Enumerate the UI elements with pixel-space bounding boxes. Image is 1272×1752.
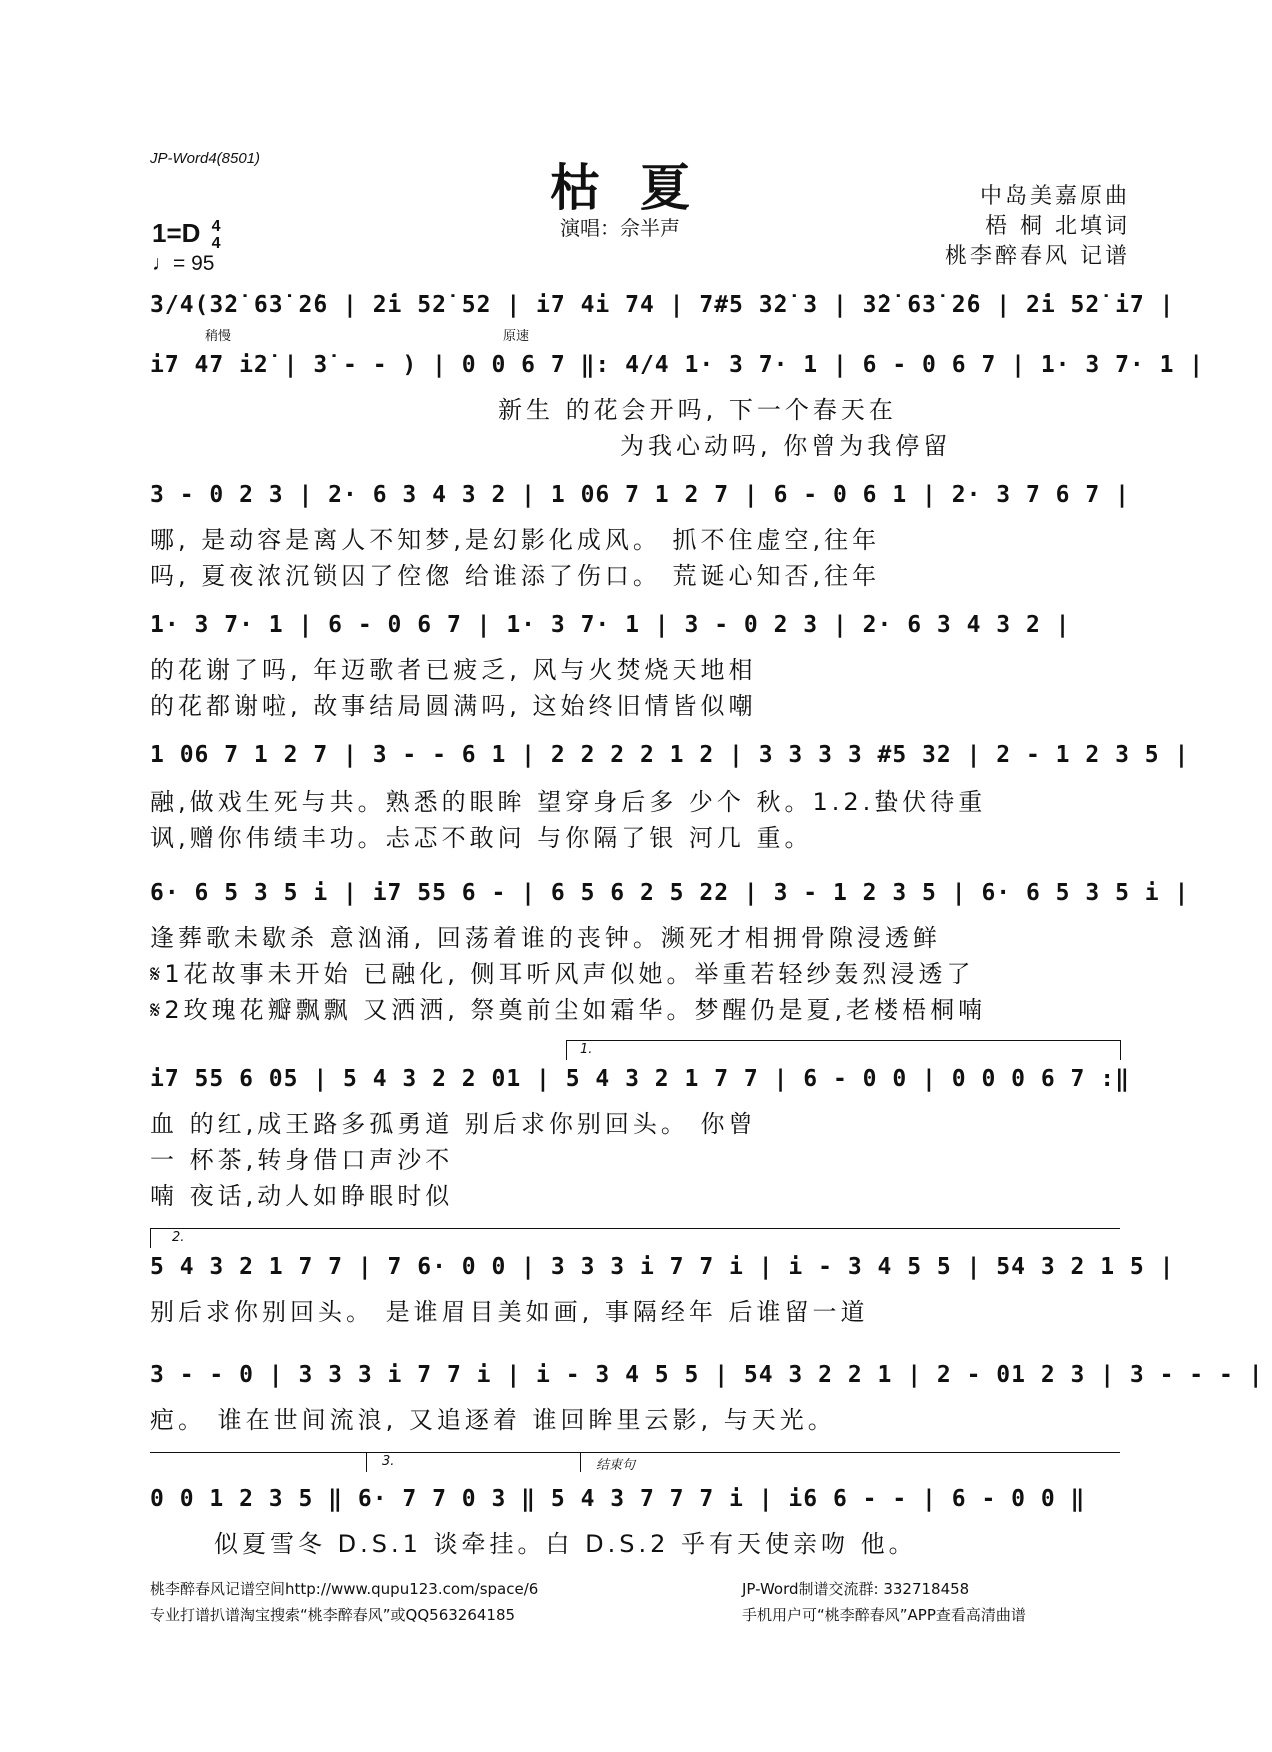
volta-2-bracket-edge: [150, 1228, 151, 1248]
volta-3-bracket-edge: [366, 1452, 367, 1472]
ending-label: 结束句: [596, 1458, 636, 1473]
volta-2-bracket: [150, 1228, 1120, 1229]
notation-row-1: 3/4(3̇2̇ 63̇ 2̇6 | 2̇i 52̇ 52 | i7 4i 74 | 7#5 3̇2̇ 3 | 3̇2̇ 63̇ 2̇6 | 2̇i 52̇ i7 |: [150, 292, 1175, 318]
key-label: 1=D: [152, 218, 201, 248]
footer-taobao-note: 专业打谱扒谱淘宝搜索“桃李醉春风”或QQ563264185: [150, 1606, 516, 1624]
lyric-row-6-verse-3: 𝄋2玫瑰花瓣飘飘 又洒洒, 祭奠前尘如霜华。梦醒仍是夏,老楼梧桐喃: [150, 996, 987, 1024]
volta-1-label: 1.: [580, 1042, 593, 1057]
lyric-row-5-verse-2: 讽,赠你伟绩丰功。忐忑不敢问 与你隔了银 河几 重。: [150, 824, 813, 852]
tempo-tag-slower: 稍慢: [205, 329, 232, 344]
lyric-row-6-verse-2: 𝄋1花故事未开始 已融化, 侧耳听风声似她。举重若轻纱轰烈浸透了: [150, 960, 975, 988]
key-signature: [152, 218, 221, 252]
software-label: JP-Word4(8501): [150, 150, 261, 167]
lyric-row-4-verse-2: 的花都谢啦, 故事结局圆满吗, 这始终旧情皆似嘲: [150, 692, 757, 720]
ending-bracket-edge: [580, 1452, 581, 1472]
volta-2-label: 2.: [172, 1230, 185, 1245]
notation-row-7: i7 55 6 05 | 5 4 3 2 2 01 | 5 4 3 2 1 7 7 | 6 - 0 0 | 0 0 0 6 7 :‖: [150, 1066, 1130, 1092]
time-top: 4: [211, 218, 221, 236]
notation-row-3: 3 - 0 2 3 | 2· 6 3 4 3 2 | 1 06 7 1 2 7 | 6 - 0 6 1 | 2· 3 7 6 7 |: [150, 482, 1130, 508]
notation-row-4: 1· 3 7· 1 | 6 - 0 6 7 | 1· 3 7· 1 | 3 - 0 2 3 | 2· 6 3 4 3 2 |: [150, 612, 1071, 638]
lyric-row-6-verse-1: 逢葬歌未歇杀 意汹涌, 回荡着谁的丧钟。濒死才相拥骨隙浸透鲜: [150, 924, 941, 952]
lyric-row-9-verse-1: 疤。 谁在世间流浪, 又追逐着 谁回眸里云影, 与天光。: [150, 1406, 836, 1434]
volta-1-bracket: [566, 1040, 1120, 1041]
volta-3-bracket: [150, 1452, 1120, 1453]
time-bottom: 4: [211, 235, 221, 253]
notation-row-8: 5 4 3 2 1 7 7 | 7 6· 0 0 | 3 3 3 i 7 7 i | i - 3 4 5 5 | 54 3 2 1 5 |: [150, 1254, 1175, 1280]
notation-row-10: 0 0 1 2 3 5 ‖ 6· 7 7 0 3 ‖ 5 4 3 7 7 7 i | i6 6 - - | 6 - 0 0 ‖: [150, 1486, 1086, 1512]
lyric-row-7-verse-1: 血 的红,成王路多孤勇道 别后求你别回头。 你曾: [150, 1110, 757, 1138]
lyric-row-3-verse-2: 吗, 夏夜浓沉锁囚了倥偬 给谁添了伤口。 荒诞心知否,往年: [150, 562, 881, 590]
lyric-row-2-verse-1: 新生 的花会开吗, 下一个春天在: [498, 396, 897, 424]
lyric-row-7-verse-2: 一 杯茶,转身借口声沙不: [150, 1146, 454, 1174]
singer-credit: 演唱：佘半声: [560, 216, 680, 240]
lyric-row-10-verse-1: 似夏雪冬 D.S.1 谈牵挂。白 D.S.2 乎有天使亲吻 他。: [214, 1530, 917, 1558]
lyric-row-8-verse-1: 别后求你别回头。 是谁眉目美如画, 事隔经年 后谁留一道: [150, 1298, 869, 1326]
lyric-row-5-verse-1: 融,做戏生死与共。熟悉的眼眸 望穿身后多 少个 秋。1.2.蛰伏待重: [150, 788, 987, 816]
footer-app-note: 手机用户可“桃李醉春风”APP查看高清曲谱: [742, 1606, 1026, 1624]
composer-credit: 中岛美嘉原曲: [979, 184, 1130, 209]
lyric-row-3-verse-1: 哪, 是动容是离人不知梦,是幻影化成风。 抓不住虚空,往年: [150, 526, 881, 554]
footer-space-url: 桃李醉春风记谱空间http://www.qupu123.com/space/6: [150, 1580, 539, 1598]
lyric-row-7-verse-3: 喃 夜话,动人如睁眼时似: [150, 1182, 454, 1210]
time-signature: [212, 218, 221, 252]
lyricist-credit: 梧 桐 北填词: [985, 214, 1130, 239]
volta-3-label: 3.: [382, 1454, 395, 1469]
tempo-mark: ♩= 95: [152, 252, 215, 275]
song-title: 枯夏: [550, 159, 730, 217]
volta-1-bracket-edge: [566, 1040, 567, 1060]
transcriber-credit: 桃李醉春风 记谱: [945, 244, 1130, 269]
notation-row-5: 1 06 7 1 2 7 | 3 - - 6 1 | 2 2 2 2 1 2 | 3 3 3 3 #5 32 | 2 - 1 2 3 5 |: [150, 742, 1190, 768]
notation-row-6: 6· 6 5 3 5 i | i7 55 6 - | 6 5 6 2 5 22 | 3 - 1 2 3 5 | 6· 6 5 3 5 i |: [150, 880, 1190, 906]
volta-1-bracket-edge-right: [1120, 1040, 1121, 1060]
notation-row-2: i7 47 i2̇ | 3̇ - - ) | 0 0 6 7 ‖: 4/4 1· 3 7· 1 | 6 - 0 6 7 | 1· 3 7· 1 |: [150, 352, 1205, 378]
lyric-row-2-verse-2: 为我心动吗, 你曾为我停留: [620, 432, 952, 460]
tempo-tag-original: 原速: [503, 329, 530, 344]
lyric-row-4-verse-1: 的花谢了吗, 年迈歌者已疲乏, 风与火焚烧天地相: [150, 656, 757, 684]
footer-group-number: JP-Word制谱交流群: 332718458: [742, 1580, 970, 1598]
credits-block: [930, 182, 1130, 272]
notation-row-9: 3 - - 0 | 3 3 3 i 7 7 i | i - 3 4 5 5 | 54 3 2 2 1 | 2 - 01 2 3 | 3 - - - |: [150, 1362, 1264, 1388]
